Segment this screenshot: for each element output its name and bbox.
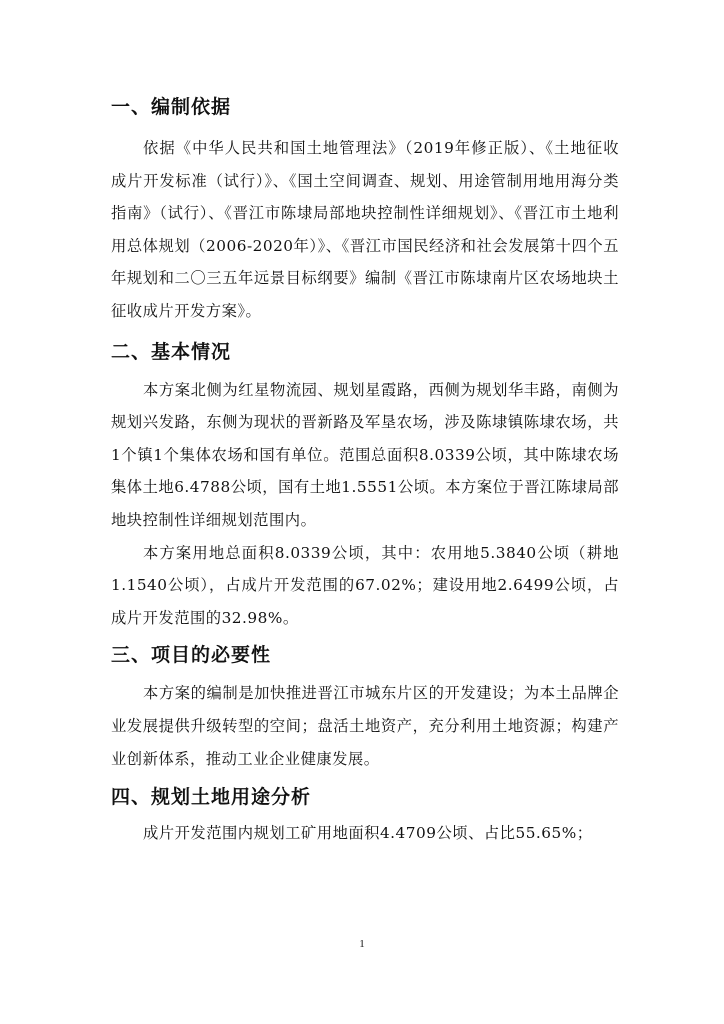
- section-heading-land-use-analysis: 四、规划土地用途分析: [111, 786, 312, 809]
- section-heading-basis: 一、编制依据: [111, 96, 232, 118]
- section-heading-necessity: 三、项目的必要性: [111, 644, 272, 667]
- page-content: [111, 92, 619, 850]
- section-heading-basic-situation: 二、基本情况: [111, 340, 232, 363]
- page-number: 1: [359, 938, 365, 950]
- section-paragraph: 本方案的编制是加快推进晋江市城东片区的开发建设；为本土品牌企业发展提供升级转型的空间；盘活土地资产，充分利用土地资源；构建产业创新体系，推动工业企业健康发展。: [111, 684, 619, 768]
- section-paragraph: 本方案北侧为红星物流园、规划星霞路，西侧为规划华丰路，南侧为规划兴发路，东侧为现状的晋新路及军垦农场，涉及陈埭镇陈埭农场，共1个镇1个集体农场和国有单位。范围总面积8.0339公顷，其中陈埭农场集体土地6.4788公顷，国有土地1.5551公顷。本方案位于晋江陈埭局部地块控制性详细规划范围内。: [111, 380, 619, 529]
- section-paragraph: 成片开发范围内规划工矿用地面积4.4709公顷、占比55.65%；: [143, 824, 593, 843]
- section-paragraph: 本方案用地总面积8.0339公顷，其中：农用地5.3840公顷（耕地1.1540公顷），占成片开发范围的67.02%；建设用地2.6499公顷，占成片开发范围的32.98%。: [111, 543, 619, 627]
- section-paragraph: 依据《中华人民共和国土地管理法》（2019年修正版）、《土地征收成片开发标准（试行）》、《国土空间调查、规划、用途管制用地用海分类指南》（试行）、《晋江市陈埭局部地块控制性详细规划》、《晋江市土地利用总体规划（2006-2020年）》、《晋江市国民经济和社会发展第十四个五年规划和二〇三五年远景目标纲要》编制《晋江市陈埭南片区农场地块土征收成片开发方案》。: [111, 139, 619, 320]
